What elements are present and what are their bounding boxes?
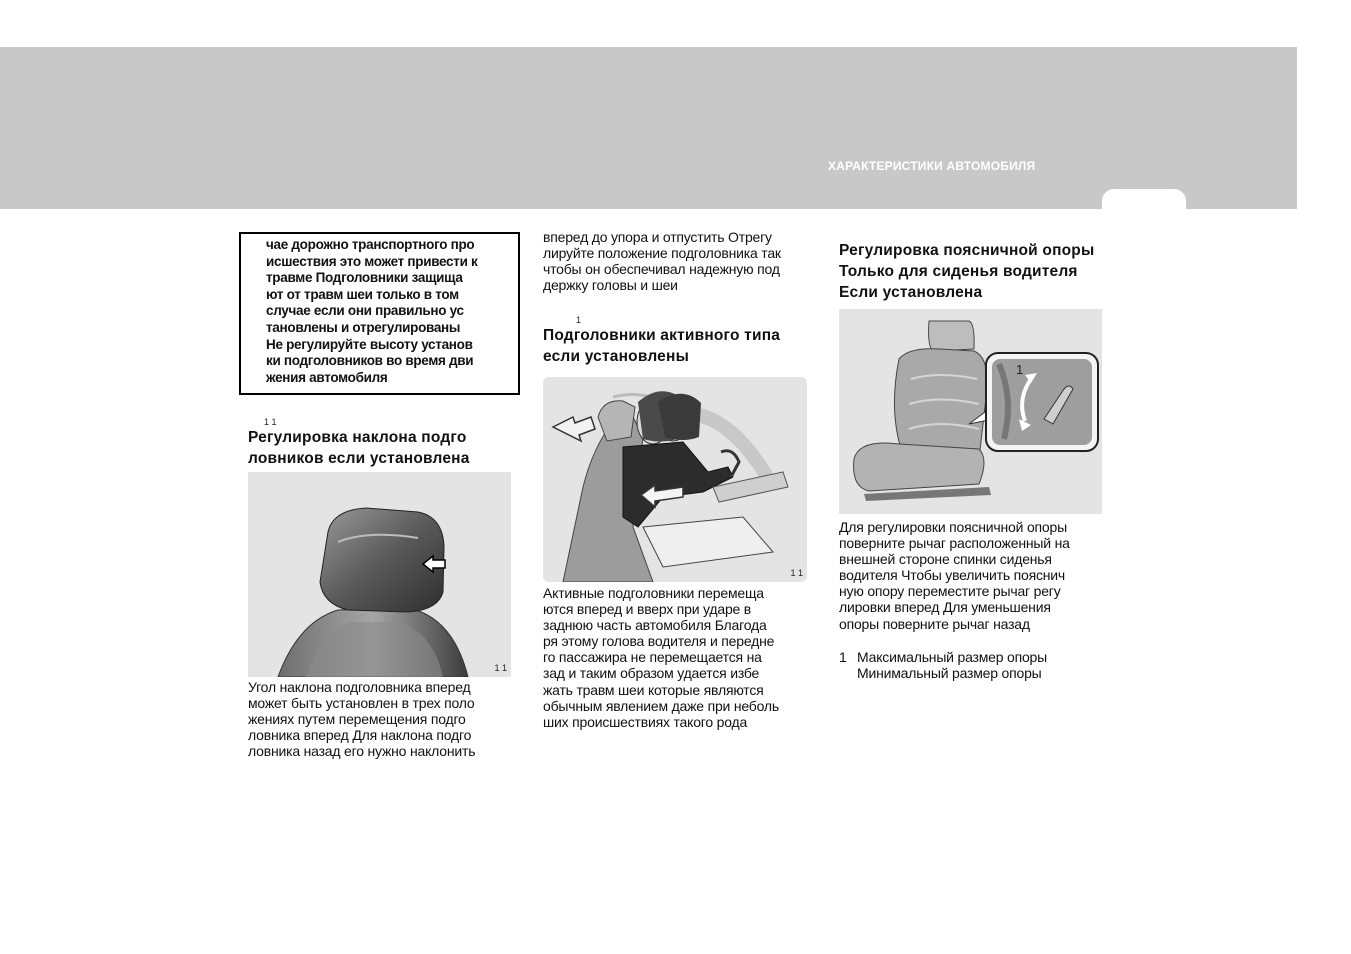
active-headrest-heading [543,325,780,367]
text-line: поверните рычаг расположенный на [839,535,1070,552]
heading-line: Если установлена [839,284,983,301]
text-line: опоры поверните рычаг назад [839,615,1030,632]
text-line: Угол наклона подголовника вперед [248,679,471,695]
text-line: го пассажира не перемещается на [543,649,762,666]
text-line: жать травм шеи которые являются [543,681,764,698]
text-line: вперед до упора и отпустить Отрегу [543,229,772,245]
text-line: Для регулировки поясничной опоры [839,519,1067,535]
text-line: жениях путем перемещения подго [248,711,466,728]
text-line: водителя Чтобы увеличить пояснич [839,567,1066,584]
warning-line: Не регулируйте высоту установ [266,336,473,352]
warning-text [266,237,514,386]
text-line: держку головы и шеи [543,277,678,294]
text-line: заднюю часть автомобиля Благода [543,617,767,634]
list-item [839,649,1047,665]
heading-line: Регулировка наклона подго [248,429,467,446]
heading-line: ловников если установлена [248,450,470,467]
text-line: Активные подголовники перемеща [543,585,764,601]
text-line: лируйте положение подголовника так [543,245,781,262]
warning-line: чае дорожно транспортного про [266,237,475,252]
text-line: ются вперед и вверх при ударе в [543,601,752,618]
heading-line: если установлены [543,348,689,365]
heading-line: Регулировка поясничной опоры [839,242,1095,259]
list-text: Минимальный размер опоры [857,665,1042,682]
lumbar-support-figure [839,309,1102,514]
warning-line: ки подголовников во время дви [266,353,474,369]
text-line: ловника назад его нужно наклонить [248,743,476,760]
headrest-intro-text [543,229,781,293]
warning-line: ют от травм шеи только в том [266,286,459,302]
list-text: Максимальный размер опоры [857,649,1048,665]
lumbar-support-text [839,519,1070,632]
text-line: ших происшествиях такого рода [543,713,748,730]
heading-line: Только для сиденья водителя [839,263,1078,280]
text-line: обычным явлением даже при неболь [543,697,779,714]
warning-line: травме Подголовники защища [266,270,463,286]
header-band [0,47,1297,209]
lumbar-callout-number: 1 [1016,362,1024,377]
figure-label: 1 1 [494,663,507,673]
page-number-tab [1102,189,1186,213]
list-item [839,665,1047,681]
text-line: чтобы он обеспечивал надежную под [543,261,780,278]
warning-line: жения автомобиля [266,369,388,385]
text-line: внешней стороне спинки сиденья [839,551,1052,568]
warning-line: тановлены и отрегулированы [266,319,461,335]
section-number: 1 [576,315,582,325]
active-headrest-figure [543,377,807,582]
active-headrest-text [543,585,779,730]
section-title: ХАРАКТЕРИСТИКИ АВТОМОБИЛЯ [828,159,1036,173]
text-line: ловника вперед Для наклона подго [248,727,472,744]
headrest-tilt-text [248,679,475,759]
lumbar-size-list [839,649,1047,681]
headrest-tilt-figure [248,472,511,677]
warning-box [239,232,520,395]
warning-line: случае если они правильно ус [266,303,464,319]
text-line: ную опору переместите рычаг регу [839,583,1061,600]
text-line: ря этому голова водителя и передне [543,633,775,650]
list-number: 1 [839,649,847,665]
headrest-tilt-heading [248,427,470,469]
text-line: зад и таким образом удается избе [543,665,760,682]
warning-line: исшествия это может привести к [266,253,478,269]
text-line: может быть установлен в трех поло [248,695,475,712]
section-number: 1 1 [264,417,277,427]
lumbar-support-heading [839,240,1094,303]
figure-label: 1 1 [790,568,803,578]
text-line: лировки вперед Для уменьшения [839,599,1051,616]
heading-line: Подголовники активного типа [543,327,781,344]
